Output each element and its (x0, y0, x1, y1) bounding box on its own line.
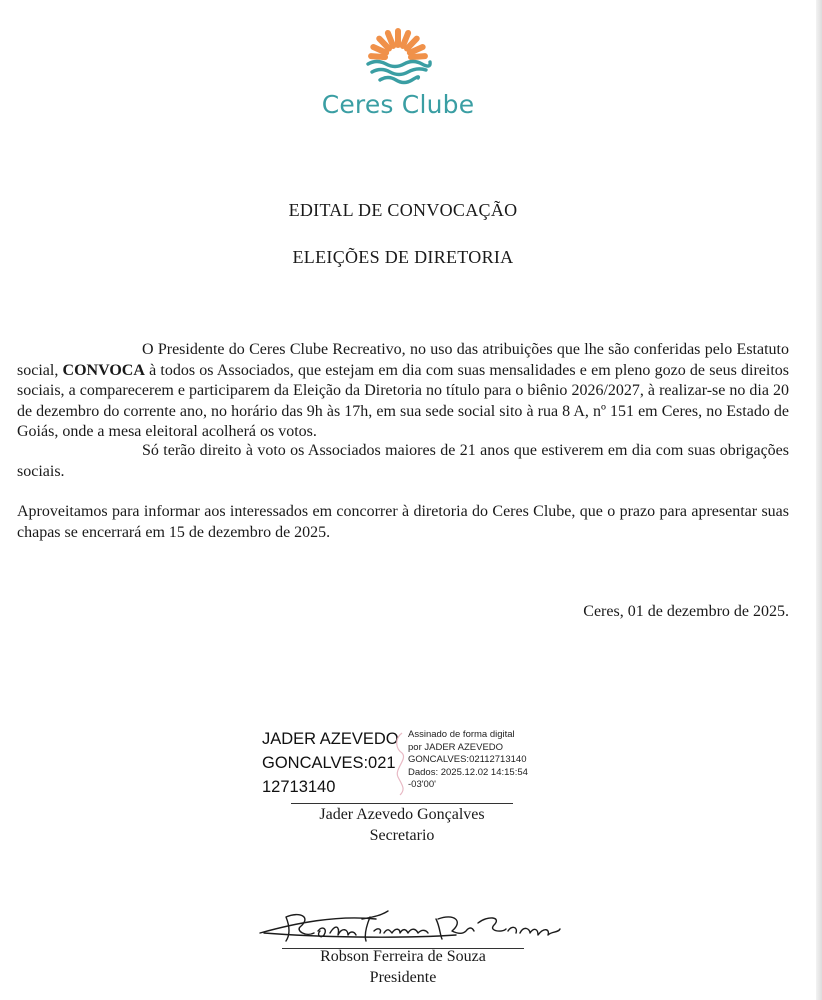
page-edge-shadow (816, 0, 822, 1000)
handwritten-signature (256, 903, 576, 947)
secretary-name: Jader Azevedo Gonçalves (319, 806, 485, 823)
digital-signature-name (262, 727, 404, 799)
sun-over-waves-icon (360, 26, 436, 88)
sig-name-line-2: GONCALVES:021 (262, 754, 396, 772)
document-date: Ceres, 01 de dezembro de 2025. (583, 603, 789, 620)
p1-text-end: à todos os Associados, que estejam em dia com suas mensalidades e em pleno gozo de seus direitos sociais, a comparecerem e participarem da Eleição da Diretoria no título para o biênio 2026/2027, à realizar-se no dia 20 de dezembro do corrente ano, no horário das 9h às 17h, em sua sede social sito à rua 8 A, nº 151 em Ceres, no Estado de Goiás, onde a mesa eleitoral acolherá os votos. (17, 361, 789, 440)
document-title: EDITAL DE CONVOCAÇÃO (288, 200, 518, 220)
sig-detail-4: Dados: 2025.12.02 14:15:54 (408, 766, 528, 778)
p1-text-start: O Presidente do Ceres Clube Recreativo, no uso das atribuições que lhe são conferidas pelo Estatuto social, (17, 341, 789, 379)
p2-text: Só terão direito à voto os Associados maiores de 21 anos que estiverem em dia com suas obrigações sociais. (17, 442, 789, 480)
secretary-role: Secretario (369, 827, 435, 844)
signature-line-secretary (291, 803, 513, 804)
digital-signature-block (262, 727, 552, 807)
paragraph-voting-rights (17, 441, 789, 482)
paragraph-deadline (17, 502, 789, 543)
sig-detail-1: Assinado de forma digital (408, 729, 515, 740)
president-role: Presidente (369, 969, 437, 986)
sig-name-line-1: JADER AZEVEDO (262, 730, 399, 748)
paragraph-convocation (17, 340, 789, 443)
sig-detail-5: -03'00' (408, 779, 436, 790)
p3-text: Aproveitamos para informar aos interessados em concorrer à diretoria do Ceres Clube, que o prazo para apresentar suas chapas se encerrará em 15 de dezembro de 2025. (17, 503, 789, 541)
sig-detail-2: por JADER AZEVEDO (408, 741, 504, 753)
club-logo-text: Ceres Clube (321, 90, 475, 119)
club-logo (318, 26, 478, 122)
sig-name-line-3: 12713140 (262, 778, 336, 796)
digital-signature-details (408, 729, 558, 792)
sig-detail-3: GONCALVES:02112713140 (408, 754, 527, 765)
document-subtitle: ELEIÇÕES DE DIRETORIA (292, 247, 514, 267)
p1-bold-word: CONVOCA (62, 361, 145, 379)
president-name: Robson Ferreira de Souza (320, 948, 486, 965)
